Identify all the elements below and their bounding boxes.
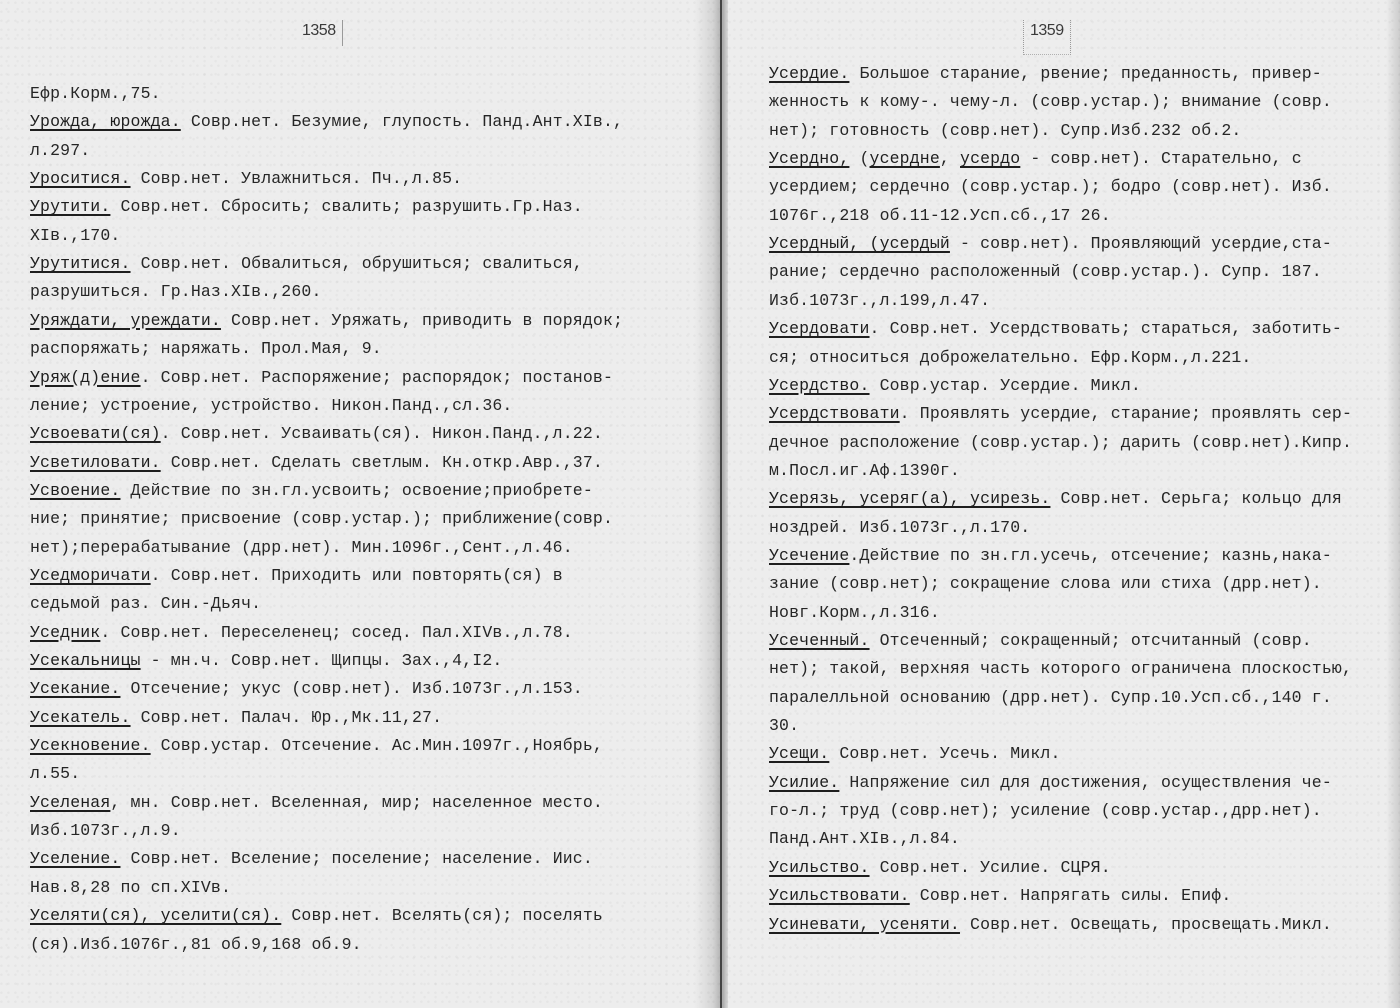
headword: Усекальницы	[30, 651, 141, 670]
dictionary-continuation-line	[30, 935, 362, 955]
page-edge-shadow	[1386, 0, 1400, 1008]
headword: Усердствовати	[769, 404, 900, 424]
dictionary-continuation-line	[30, 764, 80, 784]
headword: Усильство.	[769, 857, 870, 877]
definition-text: л.55.	[30, 764, 81, 784]
dictionary-continuation-line	[769, 716, 799, 736]
definition-text: рание; сердечно расположенный (совр.устар.). Супр. 187.	[769, 262, 1322, 282]
definition-text: Изб.1073г.,л.9.	[30, 821, 181, 841]
definition-text: . Совр.нет. Усваивать(ся). Никон.Панд.,л.22.	[160, 424, 603, 444]
definition-text: Изб.1073г.,л.199,л.47.	[769, 290, 991, 310]
dictionary-continuation-line	[769, 121, 1241, 141]
definition-text: . Проявлять усердие, старание; проявлять сер-	[899, 404, 1352, 424]
headword: Урутити.	[30, 197, 111, 217]
definition-text: Совр.нет. Усилие. СЦРЯ.	[869, 857, 1111, 877]
headword: усердне	[869, 149, 940, 169]
definition-text: м.Посл.иг.Аф.1390г.	[769, 460, 960, 480]
dictionary-continuation-line	[769, 603, 940, 623]
dictionary-entry-line	[769, 149, 1302, 169]
definition-text: Отсеченный; сокращенный; отсчитанный (совр.	[869, 631, 1312, 650]
definition-text: Совр.нет. Усечь. Микл.	[829, 744, 1061, 764]
dictionary-entry-line	[30, 566, 563, 586]
headword: Усеченный.	[769, 631, 870, 650]
definition-text: Совр.нет. Безумие, глупость. Панд.Ант.XIв.,	[180, 112, 624, 132]
headword: Усердный, (усердый	[769, 234, 950, 254]
definition-text: .Действие по зн.гл.усечь, отсечение; казнь,нака-	[849, 545, 1332, 565]
dictionary-continuation-line	[769, 688, 1332, 708]
dictionary-continuation-line	[769, 206, 1111, 226]
dictionary-entry-line	[30, 368, 613, 388]
dictionary-entry-line	[769, 64, 1322, 84]
headword: Усердие.	[769, 64, 850, 83]
definition-text: Совр.устар. Усердие. Микл.	[869, 375, 1141, 395]
headword: Уселение.	[30, 849, 121, 869]
dictionary-continuation-line	[769, 92, 1332, 112]
dictionary-entry-line	[30, 906, 603, 926]
definition-text: Совр.нет. Обвалиться, обрушиться; свалиться,	[130, 254, 583, 274]
dictionary-entry-line	[769, 404, 1352, 424]
dictionary-continuation-line	[769, 262, 1322, 282]
book-spine-shadow	[694, 0, 728, 1008]
dictionary-continuation-line	[30, 878, 231, 898]
definition-text: зание (совр.нет); сокращение слова или стиха (дрр.нет).	[769, 574, 1322, 594]
definition-text: Нав.8,28 по сп.XIVв.	[30, 877, 232, 897]
book-spine	[720, 0, 722, 1008]
definition-text: ноздрей. Изб.1073г.,л.170.	[769, 517, 1031, 537]
headword: Усерязь, усеряг(а), усирезь.	[769, 489, 1051, 509]
definition-text: XIв.,170.	[30, 225, 121, 245]
dictionary-continuation-line	[30, 396, 512, 416]
dictionary-entry-line	[30, 254, 583, 274]
definition-text: . Совр.нет. Переселенец; сосед. Пал.XIVв.,л.78.	[100, 622, 573, 642]
headword: Усечение	[769, 545, 850, 565]
dictionary-continuation-line	[769, 461, 960, 481]
dictionary-continuation-line	[769, 518, 1030, 538]
definition-text: Совр.нет. Увлажниться. Пч.,л.85.	[130, 169, 463, 189]
dictionary-continuation-line	[769, 659, 1352, 679]
definition-text: ние; принятие; присвоение (совр.устар.); приближение(совр.	[30, 509, 613, 529]
headword: Уроситися.	[30, 169, 131, 189]
headword: Усильствовати.	[769, 886, 910, 906]
definition-text: Большое старание, рвение; преданность, привер-	[849, 64, 1322, 83]
dictionary-entry-line	[769, 773, 1332, 793]
dictionary-entry-line	[30, 424, 603, 444]
definition-text: ,	[939, 149, 961, 169]
dictionary-continuation-line	[769, 291, 990, 311]
dictionary-entry-line	[769, 546, 1332, 566]
headword: Усвоевати(ся)	[30, 424, 161, 444]
definition-text: разрушиться. Гр.Наз.XIв.,260.	[30, 282, 322, 302]
definition-text: усердием; сердечно (совр.устар.); бодро (совр.нет). Изб.	[769, 177, 1332, 197]
dictionary-continuation-line	[30, 282, 322, 302]
dictionary-entry-line	[30, 311, 623, 331]
headword: Усекание.	[30, 679, 121, 699]
definition-text: распоряжать; наряжать. Прол.Мая, 9.	[30, 339, 382, 359]
definition-text: женность к кому-. чему-л. (совр.устар.); внимание (совр.	[769, 92, 1332, 112]
dictionary-continuation-line	[30, 226, 120, 246]
definition-text: го-л.; труд (совр.нет); усиление (совр.устар.,дрр.нет).	[769, 801, 1322, 821]
definition-text: . Совр.нет. Усердствовать; стараться, заботить-	[869, 319, 1342, 339]
headword: Уряждати, уреждати.	[30, 310, 221, 330]
dictionary-continuation-line	[769, 801, 1322, 821]
headword: Уседморичати	[30, 565, 151, 585]
dictionary-entry-line	[30, 453, 603, 473]
definition-text: Совр.нет. Вселение; поселение; население. Иис.	[120, 849, 593, 869]
definition-text: Совр.нет. Уряжать, приводить в порядок;	[220, 310, 624, 330]
headword: Усердство.	[769, 375, 870, 395]
definition-text: - совр.нет). Старательно, с	[1020, 149, 1302, 169]
definition-text: ся; относиться доброжелательно. Ефр.Корм.,л.221.	[769, 347, 1252, 367]
definition-text: Совр.нет. Вселять(ся); поселять	[281, 906, 603, 926]
dictionary-entry-line	[769, 319, 1342, 339]
dictionary-continuation-line	[30, 594, 261, 614]
definition-text: 1076г.,218 об.11-12.Усп.сб.,17 26.	[769, 205, 1111, 225]
headword: Уряж(д)ение	[30, 367, 141, 387]
dictionary-entry-line	[30, 793, 603, 813]
definition-text: нет); такой, верхняя часть которого ограничена плоскостью,	[769, 659, 1352, 679]
definition-text: Совр.нет. Напрягать силы. Епиф.	[909, 886, 1232, 906]
dictionary-continuation-line	[30, 538, 573, 558]
definition-text: Совр.нет. Освещать, просвещать.Микл.	[959, 914, 1332, 934]
dictionary-continuation-line	[769, 348, 1251, 368]
headword: Урутитися.	[30, 254, 131, 274]
definition-text: Ефр.Корм.,75.	[30, 84, 161, 103]
dictionary-entry-line	[769, 376, 1141, 396]
dictionary-entry-line	[30, 651, 502, 671]
definition-text: паралелльной основанию (дрр.нет). Супр.10.Усп.сб.,140 г.	[769, 687, 1332, 707]
dictionary-continuation-line	[30, 339, 382, 359]
dictionary-continuation-line	[769, 829, 960, 849]
headword: Усекновение.	[30, 736, 151, 756]
dictionary-entry-line	[30, 112, 623, 132]
headword: Уселеная	[30, 792, 111, 812]
definition-text: - мн.ч. Совр.нет. Щипцы. Зах.,4,I2.	[140, 651, 503, 670]
definition-text: Совр.нет. Сделать светлым. Кн.откр.Авр.,37.	[160, 452, 603, 472]
definition-text: л.297.	[30, 140, 91, 160]
dictionary-entry-line	[30, 623, 573, 643]
definition-text: , мн. Совр.нет. Вселенная, мир; населенное место.	[110, 792, 603, 812]
dictionary-entry-line	[769, 631, 1312, 651]
definition-text: . Совр.нет. Приходить или повторять(ся) в	[150, 565, 563, 585]
headword: Усилие.	[769, 772, 840, 792]
definition-text: Отсечение; укус (совр.нет). Изб.1073г.,л.153.	[120, 679, 583, 699]
dictionary-continuation-line	[30, 821, 181, 841]
definition-text: ление; устроение, устройство. Никон.Панд.,сл.36.	[30, 395, 513, 415]
dictionary-entry-line	[769, 234, 1332, 254]
dictionary-entry-line	[30, 708, 442, 728]
definition-text: дечное расположение (совр.устар.); дарить (совр.нет).Кипр.	[769, 432, 1352, 452]
dictionary-entry-line	[30, 849, 593, 869]
right-page	[712, 0, 1400, 1008]
definition-text: (ся).Изб.1076г.,81 об.9,168 об.9.	[30, 934, 362, 954]
headword: Усещи.	[769, 744, 830, 764]
dictionary-continuation-line	[769, 433, 1352, 453]
definition-text: (	[849, 149, 870, 169]
page-number: 1359	[1023, 20, 1071, 55]
dictionary-entry-line	[30, 197, 583, 217]
headword: Усвоение.	[30, 480, 121, 500]
dictionary-entry-line	[769, 858, 1111, 878]
definition-text: 30.	[769, 716, 800, 736]
page-number: 1358	[300, 20, 343, 46]
definition-text: нет);перерабатывание (дрр.нет). Мин.1096г.,Сент.,л.46.	[30, 537, 573, 557]
headword: усердо	[960, 149, 1021, 169]
headword: Усиневати, усеняти.	[769, 914, 960, 934]
definition-text: Напряжение сил для достижения, осуществления че-	[839, 772, 1332, 792]
headword: Усекатель.	[30, 707, 131, 727]
dictionary-continuation-line	[30, 509, 613, 529]
dictionary-entry-line	[769, 915, 1332, 935]
dictionary-entry-line	[30, 736, 603, 756]
headword: Уселяти(ся), уселити(ся).	[30, 906, 282, 926]
definition-text: Совр.нет. Серьга; кольцо для	[1050, 489, 1342, 509]
headword: Усердно,	[769, 149, 850, 169]
definition-text: седьмой раз. Син.-Дьяч.	[30, 594, 262, 614]
dictionary-continuation-line	[30, 141, 90, 161]
definition-text: Совр.устар. Отсечение. Ас.Мин.1097г.,Ноябрь,	[150, 736, 603, 756]
dictionary-continuation-line	[769, 177, 1332, 197]
definition-text: - совр.нет). Проявляющий усердие,ста-	[949, 234, 1332, 254]
dictionary-entry-line	[30, 679, 583, 699]
headword: Урожда, юрожда.	[30, 112, 181, 132]
headword: Усветиловати.	[30, 452, 161, 472]
dictionary-entry-line	[769, 886, 1231, 906]
dictionary-continuation-line	[30, 84, 161, 104]
dictionary-entry-line	[769, 489, 1342, 509]
dictionary-continuation-line	[769, 574, 1322, 594]
dictionary-entry-line	[30, 481, 593, 501]
definition-text: Совр.нет. Сбросить; свалить; разрушить.Гр.Наз.	[110, 197, 583, 217]
definition-text: Новг.Корм.,л.316.	[769, 602, 940, 622]
definition-text: Действие по зн.гл.усвоить; освоение;приобрете-	[120, 480, 593, 500]
dictionary-entry-line	[769, 744, 1061, 764]
headword: Уседник	[30, 622, 101, 642]
definition-text: . Совр.нет. Распоряжение; распорядок; постанов-	[140, 367, 614, 387]
headword: Усердовати	[769, 319, 870, 339]
definition-text: Совр.нет. Палач. Юр.,Мк.11,27.	[130, 707, 443, 727]
definition-text: Панд.Ант.XIв.,л.84.	[769, 829, 960, 849]
definition-text: нет); готовность (совр.нет). Супр.Изб.232 об.2.	[769, 120, 1242, 140]
dictionary-entry-line	[30, 169, 462, 189]
